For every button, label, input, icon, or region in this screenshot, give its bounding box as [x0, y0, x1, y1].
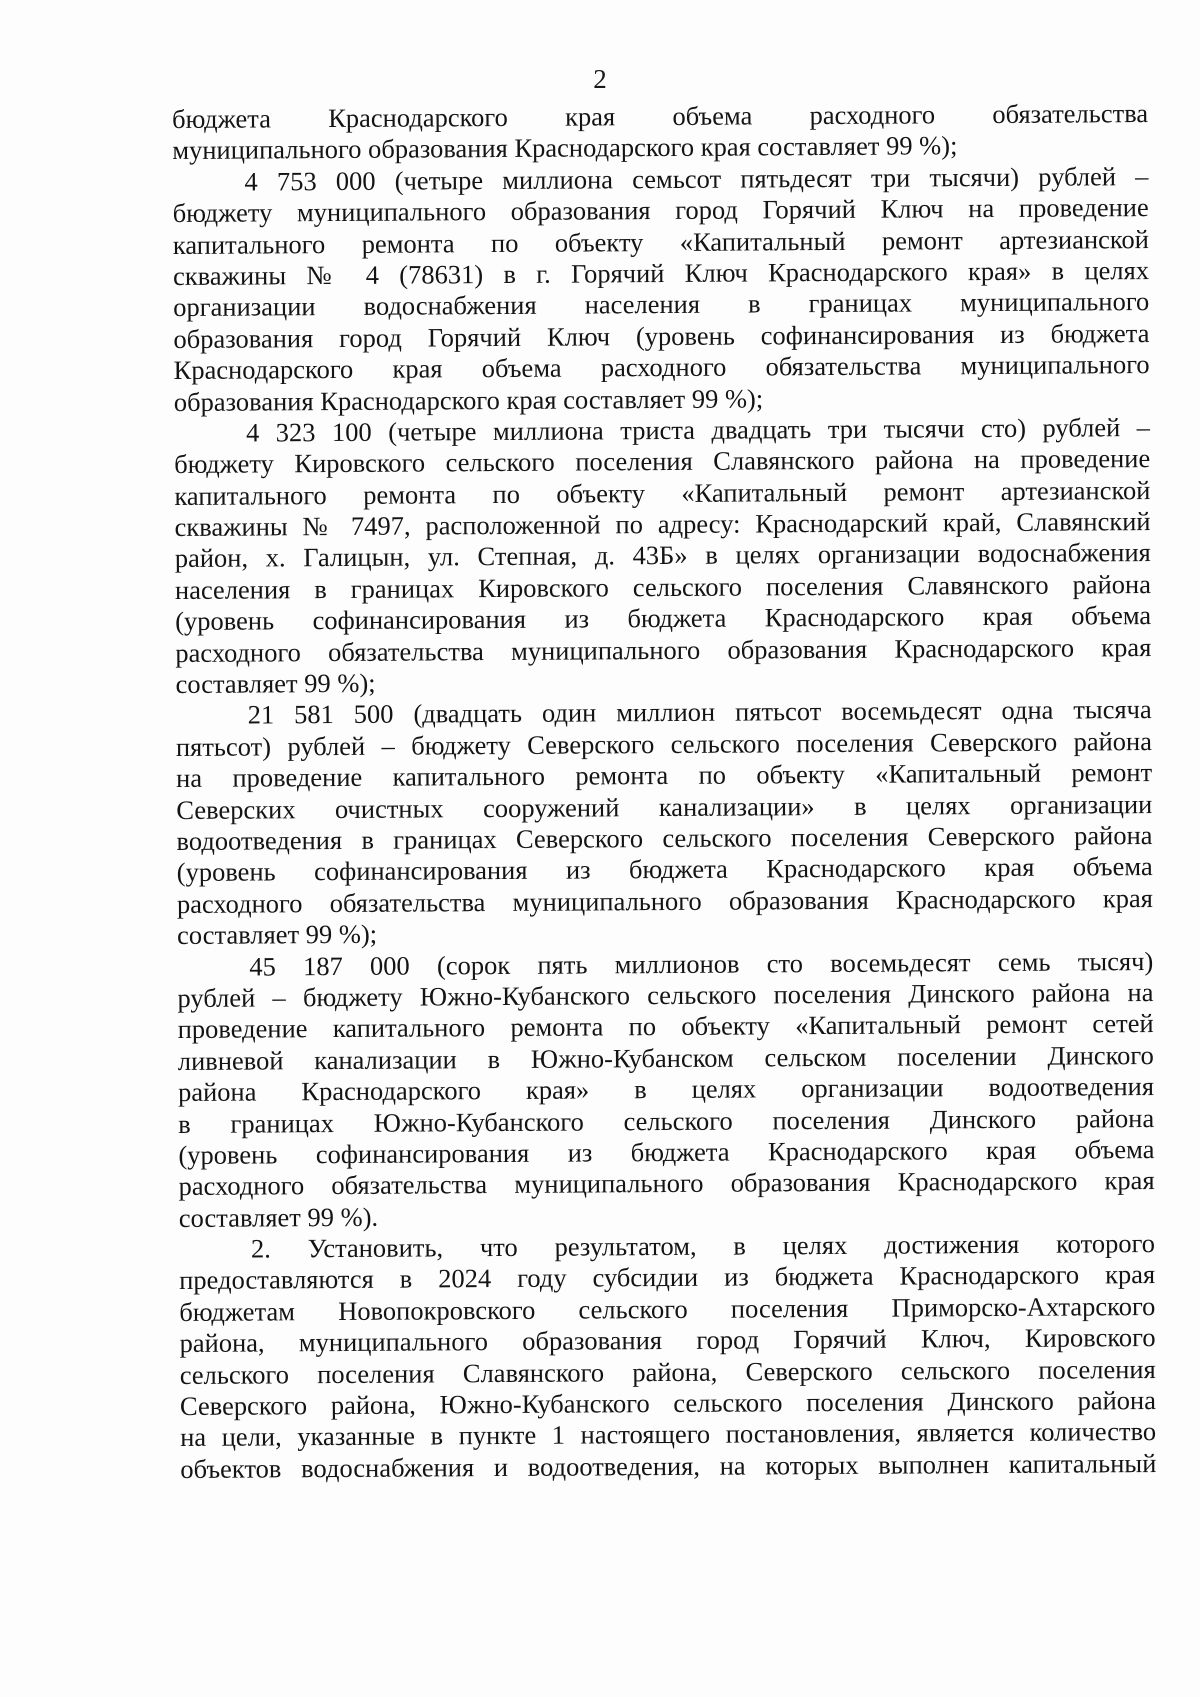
text-line: проведение капитального ремонта по объекту «Капитальный ремонт сетей	[177, 1008, 1154, 1045]
text-line: муниципального образования Краснодарского края составляет 99 %);	[172, 130, 958, 166]
text-line: капитального ремонта по объекту «Капитальный ремонт артезианской	[174, 474, 1151, 511]
text-line: составляет 99 %).	[178, 1201, 379, 1233]
text-line: (уровень софинансирования из бюджета Краснодарского края объема	[178, 1133, 1155, 1170]
text-line: составляет 99 %);	[175, 667, 376, 700]
text-line: района, муниципального образования город Горячий Ключ, Кировского	[179, 1322, 1156, 1359]
text-line: Северского района, Южно-Кубанского сельского поселения Динского района	[179, 1385, 1157, 1421]
paragraph	[172, 161, 1150, 418]
text-line: сельского поселения Славянского района, Северского сельского поселения	[179, 1353, 1156, 1390]
text-line: организации водоснабжения населения в границах муниципального	[173, 286, 1150, 323]
paragraph	[172, 98, 1148, 167]
text-line: 2. Установить, что результатом, в целях достижения которого	[250, 1228, 1156, 1264]
text-line: предоставляются в 2024 году субсидии из бюджета Краснодарского края	[179, 1259, 1156, 1296]
paragraph	[179, 1228, 1157, 1485]
text-line: 4 323 100 (четыре миллиона триста двадцать три тысячи сто) рублей –	[245, 411, 1151, 448]
text-line: водоотведения в границах Северского сельского поселения Северского района	[176, 820, 1153, 856]
document-body	[172, 98, 1156, 1485]
text-line: скважины № 4 (78631) в г. Горячий Ключ Краснодарского края» в целях	[172, 254, 1150, 291]
text-line: расходного обязательства муниципального образования Краснодарского края	[175, 631, 1152, 668]
text-line: Краснодарского края объема расходного обязательства муниципального	[173, 349, 1150, 386]
text-line: 45 187 000 (сорок пять миллионов сто восемьдесят семь тысяч)	[249, 945, 1154, 982]
text-line: бюджету муниципального образования город Горячий Ключ на проведение	[172, 192, 1149, 229]
page-number: 2	[593, 64, 607, 94]
text-line: на проведение капитального ремонта по объекту «Капитальный ремонт	[176, 757, 1153, 794]
text-line: бюджетам Новопокровского сельского поселения Приморско-Ахтарского	[179, 1290, 1156, 1327]
text-line: расходного обязательства муниципального образования Краснодарского края	[178, 1165, 1155, 1202]
text-line: капитального ремонта по объекту «Капитальный ремонт артезианской	[172, 223, 1149, 260]
text-line: образования город Горячий Ключ (уровень софинансирования из бюджета	[173, 317, 1150, 354]
text-line: бюджета Краснодарского края объема расходного обязательства	[172, 98, 1149, 134]
text-line: Северских очистных сооружений канализации» в целях организации	[176, 788, 1153, 825]
paragraph	[177, 946, 1155, 1234]
text-line: расходного обязательства муниципального образования Краснодарского края	[176, 882, 1153, 919]
text-line: ливневой канализации в Южно-Кубанском сельском поселении Динского	[177, 1039, 1154, 1076]
text-line: на цели, указанные в пункте 1 настоящего постановления, является количество	[180, 1416, 1157, 1453]
text-line: составляет 99 %);	[176, 918, 378, 951]
text-line: 4 753 000 (четыре миллиона семьсот пятьдесят три тысячи) рублей –	[244, 160, 1149, 197]
text-line: (уровень софинансирования из бюджета Краснодарского края объема	[176, 851, 1153, 888]
text-line: населения в границах Кировского сельского поселения Славянского района	[174, 568, 1152, 605]
paragraph	[176, 694, 1154, 951]
text-line: объектов водоснабжения и водоотведения, на которых выполнен капитальный	[180, 1447, 1157, 1484]
text-line: бюджету Кировского сельского поселения Славянского района на проведение	[174, 443, 1151, 480]
text-line: рублей – бюджету Южно-Кубанского сельского поселения Динского района на	[177, 976, 1154, 1013]
text-line: района Краснодарского края» в целях организации водоотведения	[177, 1071, 1155, 1108]
text-line: район, х. Галицын, ул. Степная, д. 43Б» в целях организации водоснабжения	[174, 537, 1151, 574]
text-line: пятьсот) рублей – бюджету Северского сельского поселения Северского района	[175, 725, 1153, 762]
paragraph	[174, 412, 1152, 700]
text-line: скважины № 7497, расположенной по адресу: Краснодарский край, Славянский	[174, 506, 1151, 543]
text-line: в границах Южно-Кубанского сельского поселения Динского района	[178, 1102, 1155, 1139]
text-line: (уровень софинансирования из бюджета Краснодарского края объема	[175, 600, 1152, 637]
text-line: образования Краснодарского края составляет 99 %);	[173, 382, 764, 417]
text-line: 21 581 500 (двадцать один миллион пятьсот восемьдесят одна тысяча	[247, 694, 1152, 730]
